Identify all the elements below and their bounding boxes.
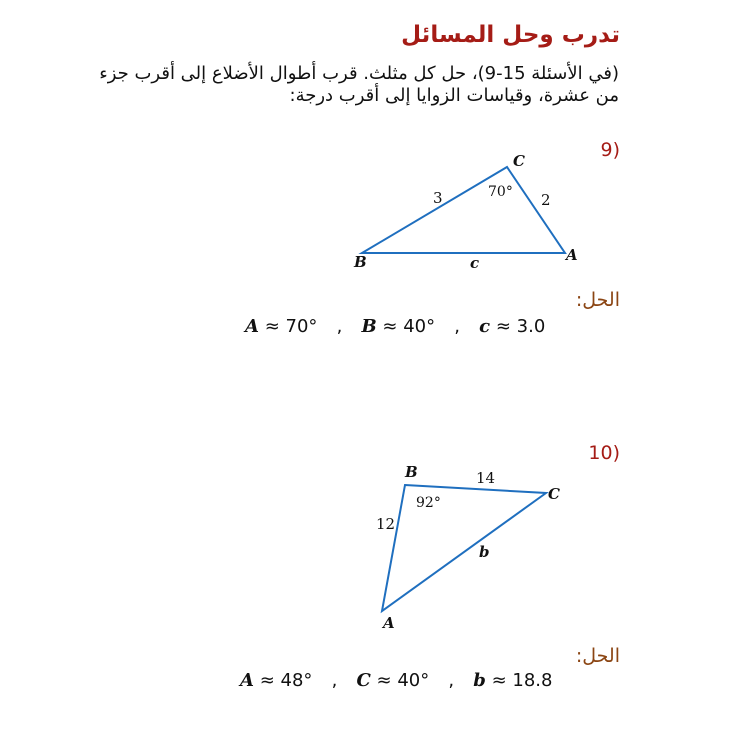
answer-10-side-b: b ≈ 18.8 [473, 670, 553, 691]
triangle-9-shape [362, 167, 565, 253]
answer-line-10 [240, 670, 552, 691]
section-title: تدرب وحل المسائل [401, 22, 620, 48]
angle-B-label: 92° [416, 495, 441, 511]
angle-C-label: 70° [488, 184, 513, 200]
vertex-B-label: B [405, 463, 418, 481]
vertex-A-label: A [566, 246, 578, 264]
vertex-C-label: C [513, 152, 525, 170]
answer-9-angle-A: A ≈ 70° [245, 316, 318, 337]
vertex-A-label: A [383, 614, 395, 632]
side-AC-label: b [479, 543, 490, 561]
solution-label-10: الحل: [575, 645, 620, 667]
triangle-9 [353, 152, 578, 272]
separator: , [331, 670, 338, 691]
separator: , [454, 316, 460, 337]
vertex-C-label: C [548, 485, 560, 503]
instructions-text: (في الأسئلة 15-9)، حل كل مثلث. قرب أطوال الأضلاع إلى أقرب جزء من عشرة، وقياسات الزوايا إلى أقرب درجة: [99, 63, 619, 106]
side-CA-label: 2 [541, 191, 551, 209]
triangle-10 [376, 463, 560, 632]
problem-9-number: 9) [600, 139, 620, 161]
side-AB-label: c [470, 254, 480, 272]
vertex-B-label: B [354, 253, 367, 271]
answer-10-angle-A: A ≈ 48° [240, 670, 313, 691]
separator: , [448, 670, 455, 691]
triangle-10-shape [382, 485, 546, 611]
answer-10-angle-C: C ≈ 40° [356, 670, 430, 691]
answer-9-angle-B: B ≈ 40° [361, 316, 436, 337]
answer-9-side-c: c ≈ 3.0 [479, 316, 546, 337]
side-BC-label: 14 [476, 469, 496, 487]
separator: , [336, 316, 343, 337]
side-BC-label: 3 [433, 189, 443, 207]
side-AB-label: 12 [376, 515, 396, 533]
problem-10-number: 10) [588, 442, 620, 464]
solution-label-9: الحل: [575, 289, 620, 311]
answer-line-9 [245, 316, 545, 337]
